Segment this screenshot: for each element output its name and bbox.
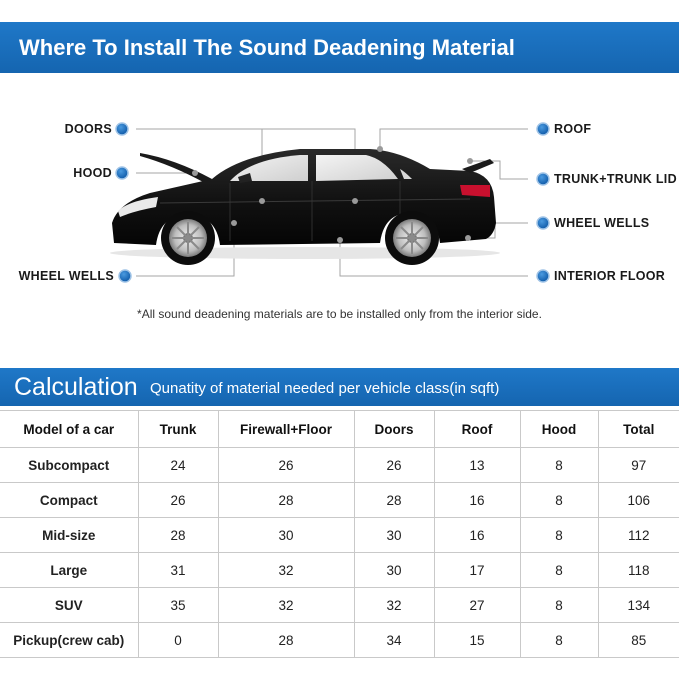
table-cell: Subcompact [0, 448, 138, 483]
label-doors: DOORS [64, 122, 112, 136]
table-cell: 13 [434, 448, 520, 483]
table-row [0, 483, 679, 518]
table-cell: Large [0, 553, 138, 588]
table-cell: 35 [138, 588, 218, 623]
label-wheel-wells-left: WHEEL WELLS [18, 269, 114, 283]
table-cell: 8 [520, 448, 598, 483]
table-cell: 26 [354, 448, 434, 483]
label-trunk-lid: TRUNK+TRUNK LID [554, 172, 677, 186]
table-row [0, 623, 679, 658]
marker-wheel-wells-right-icon [537, 217, 549, 229]
table-cell: Compact [0, 483, 138, 518]
sedan-car [110, 149, 500, 265]
table-cell: 26 [218, 448, 354, 483]
table-cell: 28 [354, 483, 434, 518]
marker-interior-floor-icon [537, 270, 549, 282]
page-title: Where To Install The Sound Deadening Material [19, 35, 515, 60]
car-diagram [0, 73, 679, 365]
table-cell: 134 [598, 588, 679, 623]
table-cell: 28 [218, 483, 354, 518]
table-row [0, 588, 679, 623]
table-cell: 31 [138, 553, 218, 588]
col-header: Firewall+Floor [218, 411, 354, 448]
calculation-subtitle: Qunatity of material needed per vehicle class(in sqft) [150, 380, 500, 397]
table-cell: 26 [138, 483, 218, 518]
table-cell: 97 [598, 448, 679, 483]
col-header: Total [598, 411, 679, 448]
table-cell: Pickup(crew cab) [0, 623, 138, 658]
table-cell: 32 [218, 588, 354, 623]
marker-roof-icon [537, 123, 549, 135]
table-cell: 112 [598, 518, 679, 553]
table-cell: 16 [434, 483, 520, 518]
table-cell: 32 [218, 553, 354, 588]
table-cell: 15 [434, 623, 520, 658]
table-cell: 34 [354, 623, 434, 658]
table-cell: 8 [520, 623, 598, 658]
table-cell: 8 [520, 518, 598, 553]
label-interior-floor: INTERIOR FLOOR [554, 269, 666, 283]
table-cell: 16 [434, 518, 520, 553]
col-header: Roof [434, 411, 520, 448]
calculation-title: Calculation [14, 373, 138, 401]
table-cell: 30 [354, 553, 434, 588]
calculation-header [0, 368, 679, 406]
marker-hood-icon [116, 167, 128, 179]
table-cell: 85 [598, 623, 679, 658]
table-header-row [0, 411, 679, 448]
table-cell: 0 [138, 623, 218, 658]
table-cell: 32 [354, 588, 434, 623]
table-cell: Mid-size [0, 518, 138, 553]
page-title-banner [0, 22, 679, 73]
marker-doors-icon [116, 123, 128, 135]
label-wheel-wells-right: WHEEL WELLS [554, 216, 650, 230]
marker-wheel-wells-left-icon [119, 270, 131, 282]
table-cell: 30 [354, 518, 434, 553]
table-cell: 8 [520, 483, 598, 518]
col-header: Hood [520, 411, 598, 448]
table-cell: 30 [218, 518, 354, 553]
table-cell: 28 [218, 623, 354, 658]
table-cell: 28 [138, 518, 218, 553]
col-header: Trunk [138, 411, 218, 448]
table-cell: 27 [434, 588, 520, 623]
table-cell: SUV [0, 588, 138, 623]
table-row [0, 553, 679, 588]
table-cell: 8 [520, 553, 598, 588]
install-note: *All sound deadening materials are to be installed only from the interior side. [137, 307, 542, 321]
table-cell: 8 [520, 588, 598, 623]
marker-trunk-icon [537, 173, 549, 185]
col-header: Doors [354, 411, 434, 448]
table-cell: 106 [598, 483, 679, 518]
table-cell: 17 [434, 553, 520, 588]
calculation-table [0, 410, 679, 658]
table-row [0, 518, 679, 553]
col-header: Model of a car [0, 411, 138, 448]
label-roof: ROOF [554, 122, 592, 136]
table-row [0, 448, 679, 483]
table-cell: 24 [138, 448, 218, 483]
label-hood: HOOD [73, 166, 112, 180]
table-cell: 118 [598, 553, 679, 588]
